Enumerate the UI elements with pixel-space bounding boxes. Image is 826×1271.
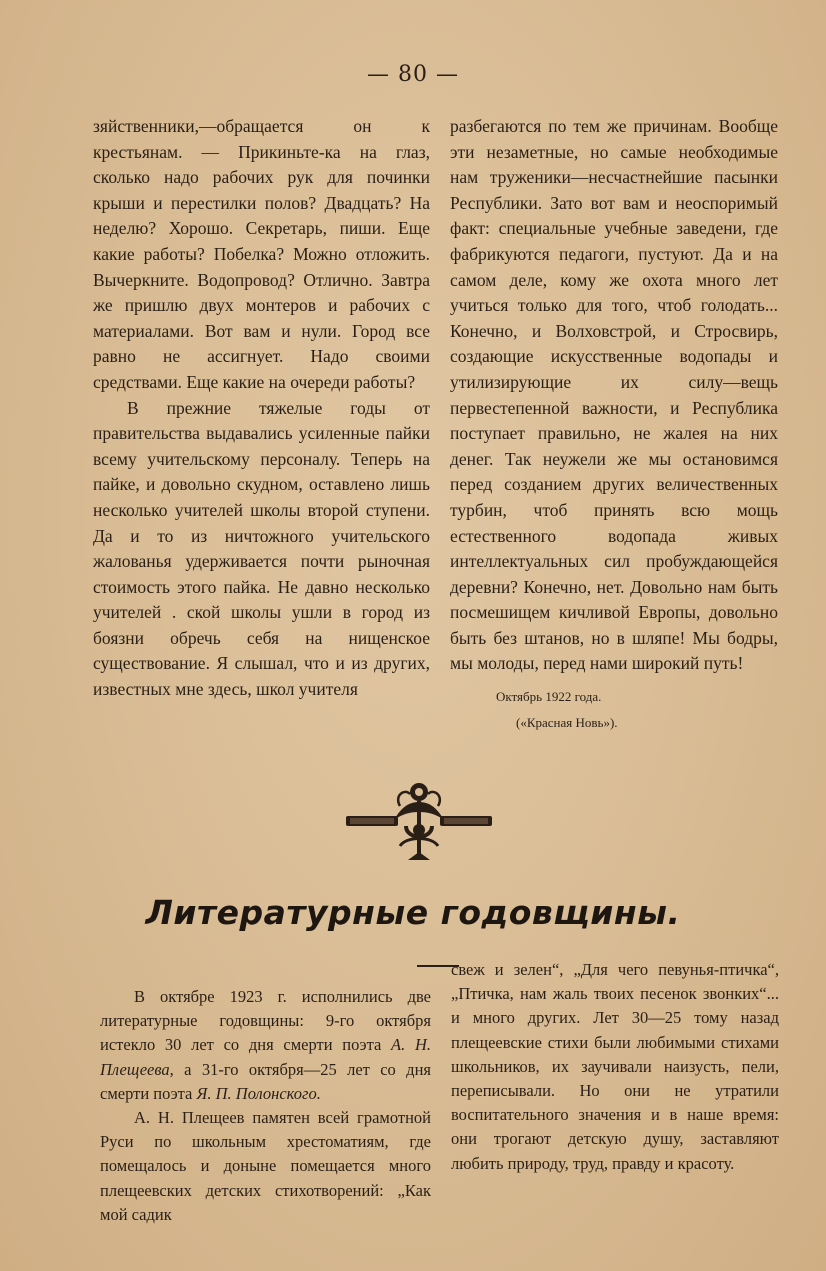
paragraph: свеж и зелен“, „Для чего певунья-птичка“, „Птичка, нам жаль твоих песенок звонких“... и много других. Лет 30—25 тому назад плещеевские стихи были любимыми стихами школьников, их заучивали наизусть, пели, переписывали. Но они не утратили воспитательного значения и в наше время: они трогают детскую душу, заставляют любить природу, труд, правду и красоту. [451,960,779,1173]
author-name: Я. П. Полонского. [196,1083,321,1103]
article-top-left-column [93,114,430,703]
section-title: Литературные годовщины. [145,893,681,932]
source-signature: («Красная Новь»). [516,715,618,731]
decorative-vignette-icon [344,776,494,864]
article-top-right-column [450,114,778,733]
paragraph: зяйственники,—обращается он к крестьянам. — Прикиньте-ка на глаз, сколько надо рабочих рук для починки крыши и перестилки полов? Двадцать? На неделю? Хорошо. Секретарь, пиши. Еще какие работы? Побелка? Можно отложить. Вычеркните. Водопровод? Отлично. Завтра же пришлю двух монтеров и рабочих с материалами. Вот вам и нули. Город все равно не ассигнует. Надо своими средствами. Еще какие на очереди работы? [93,116,430,392]
date-signature: Октябрь 1922 года. [496,689,602,705]
paragraph: В прежние тяжелые годы от правительства выдавались усиленные пайки всему учительскому персоналу. Теперь на пайке, и довольно скудном, оставлено лишь несколько учителей школы второй ступени. Да и то из ничтожного учительского жалованья удерживается почти рыночная стоимость этого пайка. Не давно несколько учителей . ской школы ушли в город из боязни обречь себя на нищенское существование. Я слышал, что и из других, известных мне здесь, школ учителя [93,397,430,700]
page-number: — 80 — [367,62,459,87]
text-run: В октябре 1923 г. исполнились две литературные годовщины: 9-го октября истекло 30 лет со дня смерти поэта [100,987,431,1055]
author-name: А. Н. Плещеева, [100,1035,431,1079]
paragraph: разбегаются по тем же причинам. Вообще эти незаметные, но самые необходимые нам труженики—несчастнейшие пасынки Республики. Зато вот вам и неоспоримый факт: специальные учебные заведени, где фабрикуются педагоги, пустуют. Да и на самом деле, кому же охота много лет учиться только для того, чтоб голодать... Конечно, и Волховстрой, и Стросвирь, создающие искусственные водопады и утилизирующие их силу—вещь первестепенной важности, и Республика поступает правильно, не жалея на них денег. Так неужели же мы остановимся перед созданием других величественных турбин, чтоб принять всю мощь естественного водопада живых интеллектуальных сил пробуждающейся деревни? Конечно, нет. Довольно нам быть посмешищем кичливой Европы, довольно быть без штанов, но в шляпе! Мы бодры, мы молоды, перед нами широкий путь! [450,116,778,674]
article-bottom-left-column [100,985,431,1227]
text-run: а 31-го октября—25 лет со дня смерти поэта [100,1059,431,1103]
paragraph [100,985,431,1106]
paragraph: А. Н. Плещеев памятен всей грамотной Руси по школьным хрестоматиям, где помещалось и доныне помещается много плещеевских детских стихотворений: „Как мой садик [100,1108,431,1224]
article-bottom-right-column [451,958,779,1176]
